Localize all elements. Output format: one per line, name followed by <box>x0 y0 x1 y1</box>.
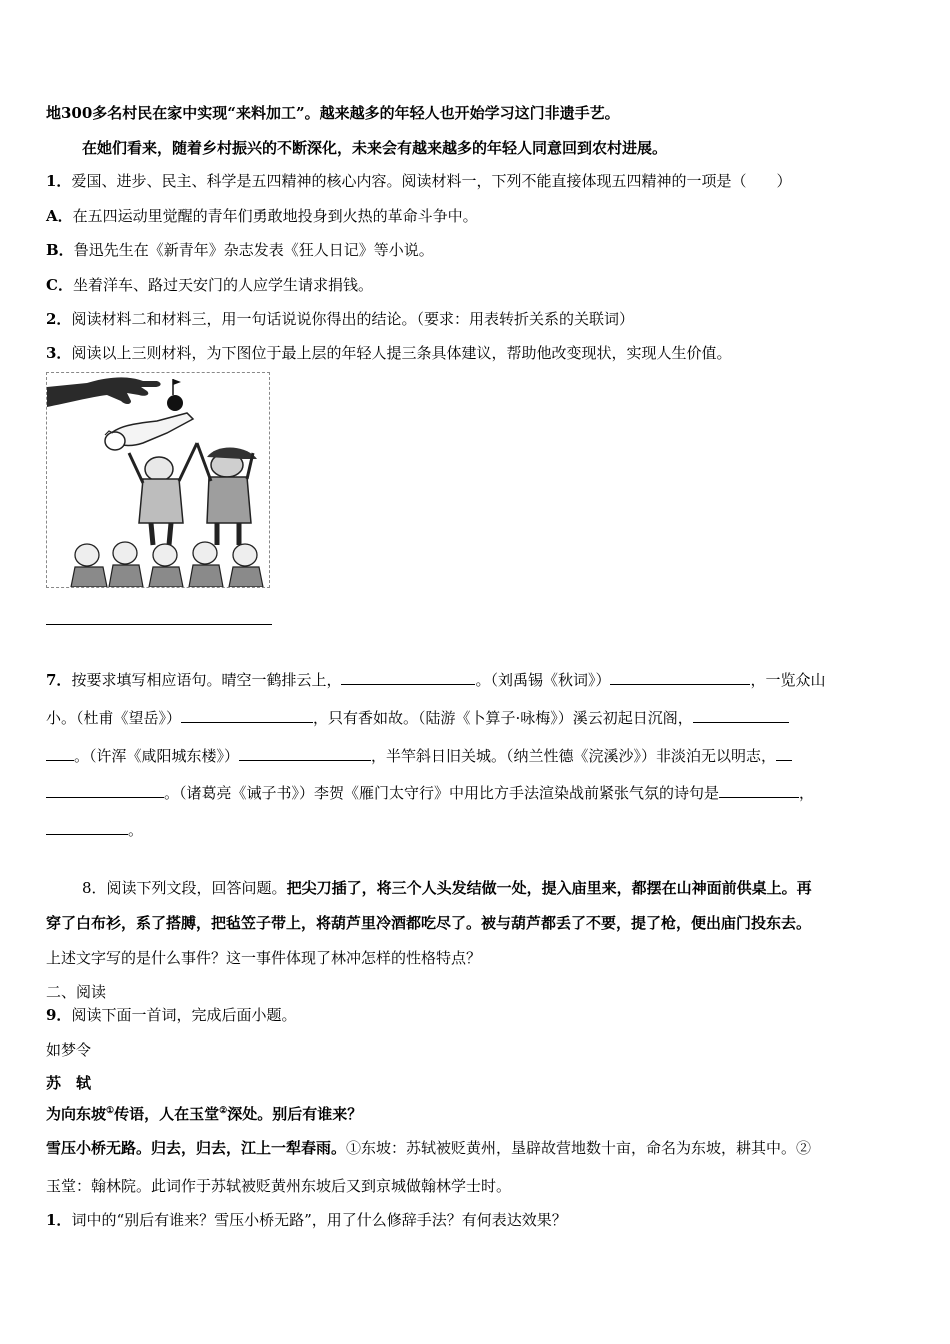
poem-text: 传语，人在玉堂 <box>114 1105 220 1123</box>
question-text: 阅读以上三则材料，为下图位于最上层的年轻人提三条具体建议，帮助他改变现状，实现人生价值。 <box>71 344 732 362</box>
paragraph-p1: 地300多名村民在家中实现“来料加工”。越来越多的年轻人也开始学习这门非遗手艺。 <box>46 104 620 122</box>
footnote-text: ①东坡：苏轼被贬黄州，垦辟故营地数十亩，命名为东坡，耕其中。② <box>346 1139 812 1157</box>
question-number: 1． <box>46 1211 72 1229</box>
question-3 <box>46 343 731 363</box>
poem-text: 深处。别后有谁来？ <box>227 1105 363 1123</box>
question-text: 爱国、进步、民主、科学是五四精神的核心内容。阅读材料一，下列不能直接体现五四精神的一项是（ ） <box>71 172 792 190</box>
fill-blank[interactable] <box>46 819 128 835</box>
question-number: 3． <box>46 344 72 362</box>
cartoon-illustration <box>46 372 270 588</box>
option-text: 坐着洋车、路过天安门的人应学生请求捐钱。 <box>72 276 373 294</box>
fill-blank[interactable] <box>341 669 475 685</box>
answer-line[interactable] <box>46 624 272 625</box>
option-label: C． <box>46 276 73 294</box>
footnote-marker: ① <box>106 1106 115 1116</box>
question-7-line-2 <box>46 707 789 728</box>
question-7-line-4 <box>46 782 814 803</box>
question-number: 1． <box>46 172 72 190</box>
question-text: ，只有香如故。（陆游《卜算子·咏梅》）溪云初起日沉阁， <box>313 709 693 727</box>
fill-blank[interactable] <box>181 707 313 723</box>
poem-title: 如梦令 <box>46 1041 92 1059</box>
option-c <box>46 275 373 295</box>
pyramid-people-drawing <box>47 373 269 587</box>
fill-blank[interactable] <box>776 745 792 761</box>
question-text: ，半竿斜日旧关城。（纳兰性德《浣溪沙》）非淡泊无以明志， <box>371 747 777 765</box>
sub-question-1 <box>46 1210 567 1230</box>
poem-line-2 <box>46 1138 811 1158</box>
option-text: 鲁迅先生在《新青年》杂志发表《狂人日记》等小说。 <box>73 241 434 259</box>
question-number: 8． <box>82 879 107 897</box>
footnote-line: 玉堂：翰林院。此词作于苏轼被贬黄州东坡后又到京城做翰林学士时。 <box>46 1177 512 1195</box>
question-2 <box>46 309 634 329</box>
question-7-line-5 <box>46 819 143 840</box>
option-text: 在五四运动里觉醒的青年们勇敢地投身到火热的革命斗争中。 <box>72 207 478 225</box>
question-number: 7． <box>46 671 72 689</box>
option-label: A． <box>46 207 73 225</box>
question-8-line-3: 上述文字写的是什么事件？这一事件体现了林冲怎样的性格特点？ <box>46 949 482 967</box>
question-text: 按要求填写相应语句。晴空一鹤排云上， <box>71 671 342 689</box>
question-7-line-3 <box>46 745 792 766</box>
poem-line-1 <box>46 1104 362 1124</box>
question-9 <box>46 1005 296 1025</box>
section-heading: 二、阅读 <box>46 983 107 1001</box>
question-text: 小。（杜甫《望岳》） <box>46 709 182 727</box>
question-8-line-1 <box>82 878 812 898</box>
question-1 <box>46 171 791 191</box>
question-text: 阅读下面一首词，完成后面小题。 <box>71 1006 297 1024</box>
option-b <box>46 240 434 260</box>
question-text: 阅读下列文段，回答问题。 <box>106 879 287 897</box>
question-text: 。（刘禹锡《秋词》） <box>475 671 611 689</box>
paragraph-p2: 在她们看来，随着乡村振兴的不断深化，未来会有越来越多的年轻人同意回到农村进展。 <box>82 139 668 157</box>
question-text: 阅读材料二和材料三，用一句话说说你得出的结论。（要求：用表转折关系的关联词） <box>71 310 634 328</box>
poem-text: 雪压小桥无路。归去，归去，江上一犁春雨。 <box>46 1139 347 1157</box>
option-a <box>46 206 478 226</box>
question-text: 。 <box>128 821 144 839</box>
excerpt-text: 把尖刀插了，将三个人头发结做一处，提入庙里来，都摆在山神面前供桌上。再 <box>286 879 812 897</box>
footnote-marker: ② <box>219 1106 228 1116</box>
question-number: 2． <box>46 310 72 328</box>
fill-blank[interactable] <box>610 669 750 685</box>
question-text: ，一览众山 <box>750 671 826 689</box>
question-text: 。（诸葛亮《诫子书》）李贺《雁门太守行》中用比方手法渲染战前紧张气氛的诗句是 <box>164 784 720 802</box>
excerpt-line-2: 穿了白布衫，系了搭膊，把毡笠子带上，将葫芦里冷酒都吃尽了。被与葫芦都丢了不要，提了枪，便出庙门投东去。 <box>46 914 812 932</box>
fill-blank[interactable] <box>46 782 164 798</box>
option-label: B． <box>46 241 74 259</box>
question-7-line-1 <box>46 669 825 690</box>
question-number: 9． <box>46 1006 72 1024</box>
fill-blank[interactable] <box>693 707 789 723</box>
question-text: 。（许浑《咸阳城东楼》） <box>74 747 240 765</box>
fill-blank[interactable] <box>239 745 371 761</box>
fill-blank[interactable] <box>46 745 74 761</box>
poem-text: 为向东坡 <box>46 1105 107 1123</box>
fill-blank[interactable] <box>719 782 799 798</box>
question-text: ， <box>799 784 815 802</box>
question-text: 词中的“别后有谁来？雪压小桥无路”，用了什么修辞手法？有何表达效果？ <box>71 1211 567 1229</box>
poem-author: 苏 轼 <box>46 1074 92 1092</box>
